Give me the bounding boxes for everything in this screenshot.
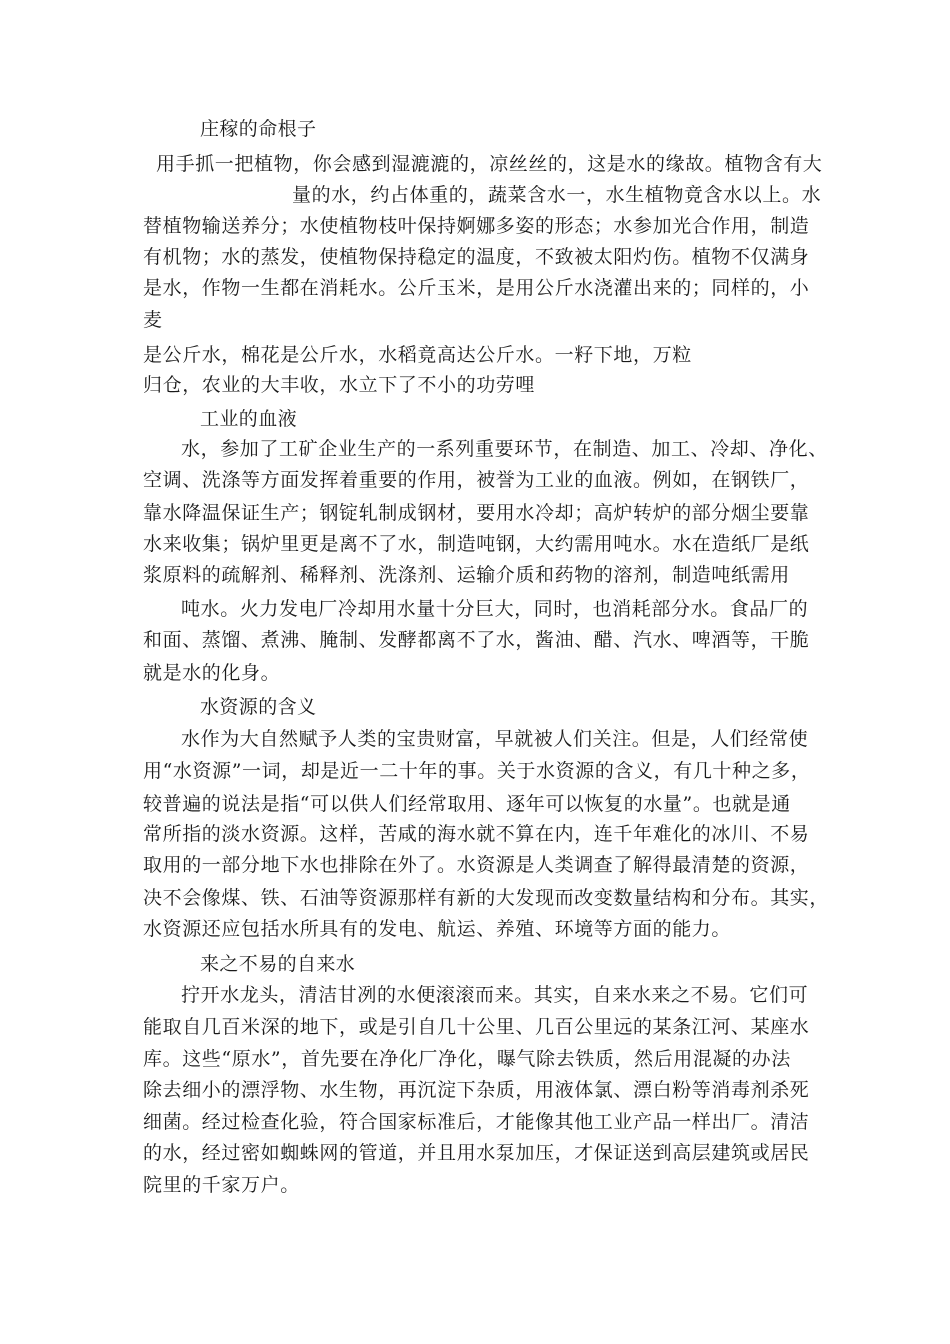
paragraph-line: 的水，经过密如蜘蛛网的管道，并且用水泵加压，才保证送到高层建筑或居民 bbox=[143, 1142, 810, 1164]
paragraph-line: 替植物输送养分；水使植物枝叶保持婀娜多姿的形态；水参加光合作用，制造 bbox=[143, 215, 810, 237]
paragraph-line: 是公斤水，棉花是公斤水，水稻竟高达公斤水。一籽下地，万粒 bbox=[143, 344, 692, 366]
paragraph-line: 能取自几百米深的地下，或是引自几十公里、几百公里远的某条江河、某座水 bbox=[143, 1016, 810, 1038]
paragraph-line: 靠水降温保证生产；钢锭轧制成钢材，要用水冷却；高炉转炉的部分烟尘要靠 bbox=[143, 502, 810, 524]
paragraph-line: 取用的一部分地下水也排除在外了。水资源是人类调查了解得最清楚的资源， bbox=[143, 854, 810, 876]
paragraph-line: 院里的千家万户。 bbox=[143, 1174, 300, 1196]
paragraph-line: 空调、洗涤等方面发挥着重要的作用，被誉为工业的血液。例如，在钢铁厂， bbox=[143, 469, 810, 491]
paragraph-line: 拧开水龙头，清洁甘冽的水便滚滚而来。其实，自来水来之不易。它们可 bbox=[181, 984, 809, 1006]
paragraph-line: 归仓，农业的大丰收，水立下了不小的功劳哩 bbox=[143, 374, 536, 396]
paragraph-line: 是水，作物一生都在消耗水。公斤玉米，是用公斤水浇灌出来的；同样的，小 bbox=[143, 277, 810, 299]
paragraph-line: 用“水资源”一词，却是近一二十年的事。关于水资源的含义，有几十种之多， bbox=[143, 760, 811, 782]
section-heading: 庄稼的命根子 bbox=[200, 118, 317, 140]
paragraph-line: 细菌。经过检查化验，符合国家标准后，才能像其他工业产品一样出厂。清洁 bbox=[143, 1111, 810, 1133]
paragraph-line: 吨水。火力发电厂冷却用水量十分巨大，同时，也消耗部分水。食品厂的 bbox=[181, 598, 809, 620]
section-heading: 来之不易的自来水 bbox=[200, 953, 356, 975]
paragraph-line: 水作为大自然赋予人类的宝贵财富，早就被人们关注。但是，人们经常使 bbox=[181, 728, 809, 750]
paragraph-line: 用手抓一把植物，你会感到湿漉漉的，凉丝丝的，这是水的缘故。植物含有大 bbox=[156, 153, 823, 175]
section-heading: 工业的血液 bbox=[200, 408, 298, 430]
paragraph-line: 就是水的化身。 bbox=[143, 662, 281, 684]
paragraph-line: 有机物；水的蒸发，使植物保持稳定的温度，不致被太阳灼伤。植物不仅满身 bbox=[143, 246, 810, 268]
paragraph-line: 较普遍的说法是指“可以供人们经常取用、逐年可以恢复的水量”。也就是通 bbox=[143, 793, 791, 815]
section-heading: 水资源的含义 bbox=[200, 696, 317, 718]
paragraph-line: 和面、蒸馏、煮沸、腌制、发酵都离不了水，酱油、醋、汽水、啤酒等，干脆 bbox=[143, 629, 810, 651]
paragraph-line: 水资源还应包括水所具有的发电、航运、养殖、环境等方面的能力。 bbox=[143, 918, 732, 940]
paragraph-line: 水来收集；锅炉里更是离不了水，制造吨钢，大约需用吨水。水在造纸厂是纸 bbox=[143, 533, 810, 555]
paragraph-line: 麦 bbox=[143, 309, 163, 331]
paragraph-line: 水，参加了工矿企业生产的一系列重要环节，在制造、加工、冷却、净化、 bbox=[181, 438, 828, 460]
paragraph-line: 决不会像煤、铁、石油等资源那样有新的大发现而改变数量结构和分布。其实， bbox=[143, 887, 830, 909]
paragraph-line: 量的水，约占体重的，蔬菜含水一，水生植物竟含水以上。水 bbox=[292, 184, 822, 206]
paragraph-line: 浆原料的疏解剂、稀释剂、洗涤剂、运输介质和药物的溶剂，制造吨纸需用 bbox=[143, 564, 790, 586]
paragraph-line: 库。这些“原水”，首先要在净化厂净化，曝气除去铁质，然后用混凝的办法 bbox=[143, 1048, 791, 1070]
paragraph-line: 除去细小的漂浮物、水生物，再沉淀下杂质，用液体氯、漂白粉等消毒剂杀死 bbox=[143, 1079, 810, 1101]
paragraph-line: 常所指的淡水资源。这样，苦咸的海水就不算在内，连千年难化的冰川、不易 bbox=[143, 823, 810, 845]
